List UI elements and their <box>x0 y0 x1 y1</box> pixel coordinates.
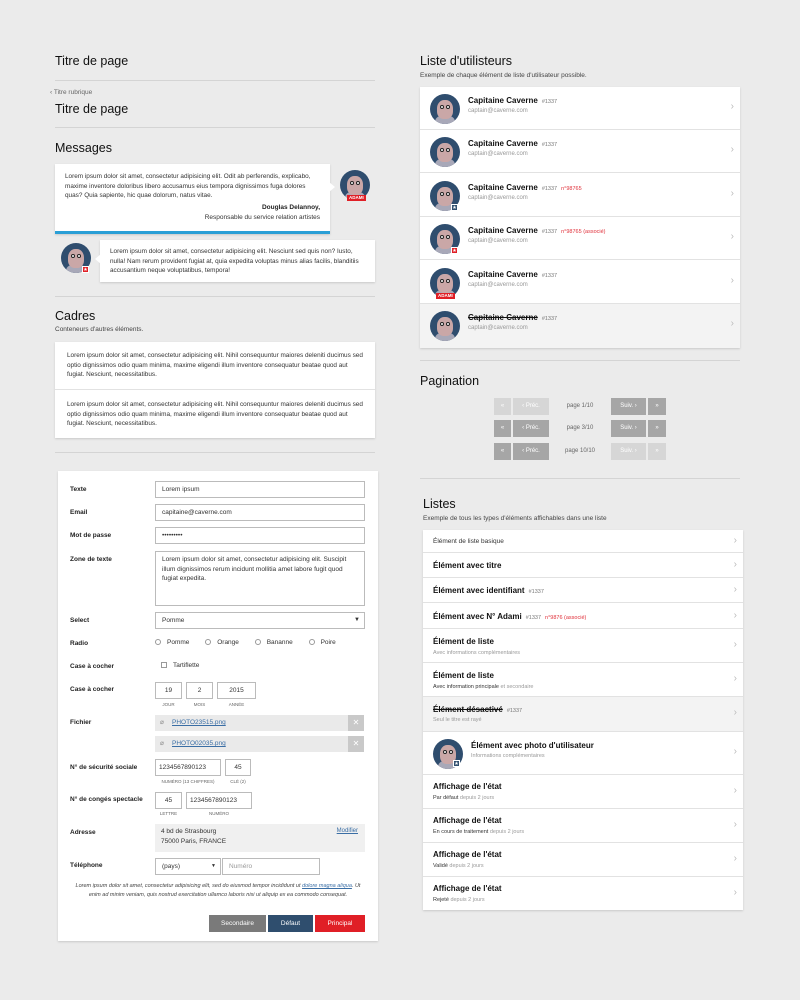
secu-number-sublabel: NUMÉRO (13 CHIFFRES) <box>161 779 215 784</box>
star-badge-icon: ★ <box>452 248 457 254</box>
star-badge-icon: ★ <box>454 761 459 767</box>
radio-option[interactable]: Pomme <box>155 639 189 646</box>
list-item-id: #1337 <box>506 708 523 714</box>
secu-key-sublabel: CLÉ (2) <box>230 779 246 784</box>
state-time: depuis 2 jours <box>489 829 525 835</box>
list-item-state[interactable] <box>423 809 743 843</box>
list-item-info[interactable] <box>423 629 743 663</box>
label-phone: Téléphone <box>70 862 103 869</box>
password-input[interactable]: ••••••••• <box>155 527 365 544</box>
file-item[interactable]: ⌀ PHOTO02035.png <box>155 736 348 752</box>
section-title-messages: Messages <box>55 141 112 155</box>
prev-page-button[interactable]: ‹ Préc. <box>513 420 549 437</box>
chevron-right-icon: › <box>733 785 737 796</box>
user-id: #1337 <box>541 229 558 235</box>
user-name: Capitaine Caverne <box>468 96 538 105</box>
next-page-button[interactable]: Suiv. › <box>611 420 646 437</box>
user-list-item[interactable] <box>420 261 740 304</box>
label-password: Mot de passe <box>70 532 112 539</box>
section-title-cadres: Cadres <box>55 309 96 323</box>
primary-button[interactable]: Principal <box>315 915 365 932</box>
list-item-adami-number: n°9876 (associé) <box>545 615 587 621</box>
paperclip-icon: ⌀ <box>160 719 164 726</box>
user-email: captain@caverne.com <box>468 108 528 114</box>
year-sublabel: ANNÉE <box>228 702 245 707</box>
state-time: depuis 2 jours <box>450 897 485 903</box>
month-sublabel: MOIS <box>193 702 206 707</box>
message-bubble-outgoing <box>100 240 375 282</box>
user-id: #1337 <box>541 273 558 279</box>
last-page-button[interactable]: » <box>648 420 666 437</box>
chevron-left-icon: ‹ <box>50 89 54 96</box>
list-item-adami[interactable] <box>423 603 743 629</box>
page-indicator: page 3/10 <box>566 425 594 431</box>
label-date: Case à cocher <box>70 686 115 693</box>
label-address: Adresse <box>70 829 96 836</box>
state-label: Rejeté <box>433 897 449 903</box>
chevron-right-icon: › <box>730 144 734 155</box>
avatar <box>430 137 460 167</box>
star-badge-icon: ★ <box>452 205 457 211</box>
list-item-state[interactable] <box>423 843 743 877</box>
day-input[interactable]: 19 <box>155 682 182 699</box>
chevron-right-icon: › <box>733 610 737 621</box>
conges-number-input[interactable]: 1234567890123 <box>186 792 252 809</box>
star-badge-icon: ★ <box>83 267 88 273</box>
user-id: #1337 <box>541 186 558 192</box>
user-name: Capitaine Caverne <box>468 270 538 279</box>
label-texte: Texte <box>70 486 87 493</box>
next-page-button[interactable]: Suiv. › <box>611 443 646 460</box>
list-item-title-text: Élément avec titre <box>433 561 502 570</box>
state-time: depuis 2 jours <box>459 795 495 801</box>
user-name: Capitaine Caverne <box>468 313 538 322</box>
texte-input[interactable]: Lorem ipsum <box>155 481 365 498</box>
chevron-right-icon: › <box>733 853 737 864</box>
file-item[interactable]: ⌀ PHOTO23515.png <box>155 715 348 731</box>
user-id: #1337 <box>541 99 558 105</box>
section-title-listes: Listes <box>423 497 456 511</box>
email-input[interactable]: capitaine@caverne.com <box>155 504 365 521</box>
radio-option[interactable]: Bananne <box>255 639 293 646</box>
user-name: Capitaine Caverne <box>468 183 538 192</box>
divider <box>55 296 375 297</box>
user-name: Capitaine Caverne <box>468 139 538 148</box>
user-list-item[interactable] <box>420 87 740 130</box>
select-value: Pomme <box>162 617 185 624</box>
chevron-right-icon: › <box>733 535 737 546</box>
user-email: captain@caverne.com <box>468 325 528 331</box>
legal-text: Lorem ipsum dolor sit amet, consectetur adipisicing elit, sed do eiusmod tempor incididunt ut dolore magna aliqua. Ut enim ad minim veniam, quis nostrud exercitation ullamco laboris nisi ut aliquip ex ea commodo consequat. <box>75 883 361 898</box>
page-title-secondary: Titre de page <box>55 102 129 116</box>
list-item-subtitle: Seul le titre est rayé <box>433 717 482 723</box>
state-label: Validé <box>433 863 448 869</box>
conges-letter-sublabel: LETTRE <box>159 811 178 816</box>
first-page-button[interactable]: « <box>494 398 511 415</box>
address-line: 75000 Paris, FRANCE <box>161 838 227 845</box>
textarea-input[interactable] <box>155 551 365 606</box>
chevron-right-icon: › <box>733 746 737 757</box>
user-name: Capitaine Caverne <box>468 226 538 235</box>
secondary-button[interactable]: Secondaire <box>209 915 266 932</box>
label-conges: N° de congés spectacle <box>70 796 143 803</box>
list-item-disabled[interactable] <box>423 697 743 732</box>
message-author-role: Responsable du service relation artistes <box>204 214 320 221</box>
section-subtitle: Exemple de tous les types d'éléments affichables dans une liste <box>423 515 607 522</box>
year-input[interactable]: 2015 <box>217 682 256 699</box>
list-item-state[interactable] <box>423 775 743 809</box>
frames-container <box>55 342 375 438</box>
state-time: depuis 2 jours <box>449 863 484 869</box>
page-indicator: page 1/10 <box>566 403 594 409</box>
prev-page-button[interactable]: ‹ Préc. <box>513 398 549 415</box>
page-indicator: page 10/10 <box>564 448 596 454</box>
divider <box>55 389 375 390</box>
default-button[interactable]: Défaut <box>268 915 313 932</box>
user-email: captain@caverne.com <box>468 195 528 201</box>
list-item-subtitle: Informations complémentaires <box>471 753 545 759</box>
paperclip-icon: ⌀ <box>160 740 164 747</box>
list-item-identifier[interactable] <box>423 578 743 603</box>
legal-link[interactable]: dolore magna aliqua <box>302 883 352 889</box>
adami-badge: ADAMI <box>438 293 453 298</box>
user-list-item[interactable] <box>420 174 740 217</box>
chevron-right-icon: › <box>733 559 737 570</box>
user-email: captain@caverne.com <box>468 151 528 157</box>
address-box <box>155 824 365 852</box>
next-page-button[interactable]: Suiv. › <box>611 398 646 415</box>
caret-down-icon: ▼ <box>211 863 216 869</box>
chevron-right-icon: › <box>733 584 737 595</box>
day-sublabel: JOUR <box>162 702 175 707</box>
chevron-right-icon: › <box>730 101 734 112</box>
chevron-right-icon: › <box>730 231 734 242</box>
radio-group <box>155 639 336 646</box>
divider <box>420 360 740 361</box>
list-item-id: #1337 <box>528 589 544 595</box>
list-item-basic[interactable] <box>423 530 743 553</box>
list-item-title-text: Élément de liste <box>433 637 494 646</box>
checkbox-tartiflette[interactable]: Tartiflette <box>161 662 199 669</box>
list-item-title-text: Affichage de l'état <box>433 884 502 893</box>
list-item-info-primary[interactable] <box>423 663 743 697</box>
element-list <box>423 530 743 910</box>
frame-text: Lorem ipsum dolor sit amet, consectetur adipisicing elit. Nihil consequuntur maiores deleniti ducimus sed optio dignissimos odio quam minima, maxime eligendi illum inventore consequatur beatae quod aut fugiat. Nesciunt, necessitatibus. <box>67 352 363 379</box>
list-item-label: Élément de liste basique <box>433 538 504 545</box>
user-email: captain@caverne.com <box>468 282 528 288</box>
section-subtitle: Exemple de chaque élément de liste d'utilisateur possible. <box>420 72 587 79</box>
list-item-title-text: Affichage de l'état <box>433 816 502 825</box>
list-item-primary-info: Avec information principale <box>433 684 499 690</box>
section-title-pagination: Pagination <box>420 374 480 388</box>
secu-key-input[interactable]: 45 <box>225 759 251 776</box>
month-input[interactable]: 2 <box>186 682 213 699</box>
list-item-title-text: Élément de liste <box>433 671 494 680</box>
user-id: #1337 <box>541 316 558 322</box>
bubble-pointer <box>95 254 101 264</box>
user-list-item-disabled[interactable] <box>420 304 740 348</box>
list-item-title-text: Affichage de l'état <box>433 782 502 791</box>
chevron-right-icon: › <box>730 188 734 199</box>
textarea-value: Lorem ipsum dolor sit amet, consectetur adipisicing elit. Suscipit illum dignissimos rerum incidunt mollitia amet labore fugit quod fugiat expedita. <box>162 556 347 582</box>
user-list <box>420 87 740 348</box>
user-adami-number: n°98765 <box>561 186 582 192</box>
chevron-right-icon: › <box>733 673 737 684</box>
user-list-item[interactable] <box>420 217 740 260</box>
chevron-right-icon: › <box>733 887 737 898</box>
chevron-right-icon: › <box>733 707 737 718</box>
radio-option[interactable]: Poire <box>309 639 336 646</box>
list-item-title-text: Élément désactivé <box>433 705 503 714</box>
list-item-state[interactable] <box>423 877 743 910</box>
list-item-title-text: Élément avec photo d'utilisateur <box>471 741 594 750</box>
message-bubble-incoming <box>55 164 330 234</box>
list-item-photo[interactable] <box>423 732 743 775</box>
section-title-users: Liste d'utilisteurs <box>420 54 513 68</box>
page-title: Titre de page <box>55 54 129 68</box>
chevron-right-icon: › <box>730 318 734 329</box>
label-file: Fichier <box>70 719 92 726</box>
label-checkbox: Case à cocher <box>70 663 115 670</box>
divider <box>420 478 740 479</box>
user-adami-number: n°98765 (associé) <box>561 229 606 235</box>
chevron-right-icon: › <box>733 639 737 650</box>
frame-text: Lorem ipsum dolor sit amet, consectetur adipisicing elit. Nihil consequuntur maiores deleniti ducimus sed optio dignissimos odio quam minima, maxime eligendi illum inventore consequatur beatae quod aut fugiat. Nesciunt, necessitatibus. <box>67 401 363 428</box>
divider <box>55 452 375 453</box>
user-email: captain@caverne.com <box>468 238 528 244</box>
caret-down-icon: ▼ <box>354 617 360 623</box>
bubble-pointer <box>329 182 335 192</box>
select-dropdown[interactable] <box>155 612 365 629</box>
list-item-title[interactable] <box>423 553 743 578</box>
divider <box>55 127 375 128</box>
adami-badge: ADAMI <box>349 195 364 200</box>
first-page-button[interactable]: « <box>494 443 511 460</box>
conges-letter-input[interactable]: 45 <box>155 792 182 809</box>
user-list-item[interactable] <box>420 130 740 173</box>
phone-number-input[interactable]: Numéro <box>222 858 320 875</box>
message-text: Lorem ipsum dolor sit amet, consectetur adipisicing elit. Nesciunt sed quis non? Iusto, nulla! Nam rerum provident fugiat at, quia expedita voluptas minus alias facilis, blanditiis accusantium neque voluptatibus, tempora! <box>110 248 359 275</box>
label-email: Email <box>70 509 88 516</box>
list-item-title-text: Élément avec N° Adami <box>433 612 522 621</box>
label-secu: N° de sécurité sociale <box>70 764 138 771</box>
user-id: #1337 <box>541 142 558 148</box>
list-item-id: #1337 <box>525 615 542 621</box>
radio-option[interactable]: Orange <box>205 639 239 646</box>
chevron-right-icon: › <box>733 819 737 830</box>
avatar <box>430 311 460 341</box>
prev-page-button[interactable]: ‹ Préc. <box>513 443 549 460</box>
list-item-secondary-info: et secondaire <box>500 684 534 690</box>
remove-file-icon[interactable]: ✕ <box>348 736 364 752</box>
address-line: 4 bd de Strasbourg <box>161 828 217 835</box>
chevron-right-icon: › <box>730 275 734 286</box>
breadcrumb[interactable]: ‹ Titre rubrique <box>50 89 93 96</box>
remove-file-icon[interactable]: ✕ <box>348 715 364 731</box>
message-author: Douglas Delannoy, <box>261 204 320 211</box>
message-text: Lorem ipsum dolor sit amet, consectetur adipisicing elit. Odit ab perferendis, explicabo, maxime inventore doloribus libero accusamus eius tempora dignissimos fuga dolores quas? Quia sapiente, hic quae dolorum, natus vitae. <box>65 173 311 200</box>
secu-number-input[interactable]: 1234567890123 <box>155 759 221 776</box>
last-page-button[interactable]: » <box>648 443 666 460</box>
form-card <box>58 471 378 941</box>
label-radio: Radio <box>70 640 89 647</box>
list-item-subtitle: Avec informations complémentaires <box>433 650 521 656</box>
section-subtitle: Conteneurs d'autres éléments. <box>55 326 144 333</box>
label-textarea: Zone de texte <box>70 556 112 563</box>
edit-address-link[interactable]: Modifier <box>336 828 358 834</box>
state-label: Par défaut <box>433 795 459 801</box>
state-label: En cours de traitement <box>433 829 489 835</box>
label-select: Select <box>70 617 90 624</box>
phone-country-select[interactable]: (pays) ▼ <box>155 858 221 875</box>
avatar <box>430 94 460 124</box>
conges-number-sublabel: NUMÉRO <box>209 811 229 816</box>
list-item-title-text: Élément avec identifiant <box>433 586 525 595</box>
list-item-title-text: Affichage de l'état <box>433 850 502 859</box>
first-page-button[interactable]: « <box>494 420 511 437</box>
divider <box>55 80 375 81</box>
last-page-button[interactable]: » <box>648 398 666 415</box>
